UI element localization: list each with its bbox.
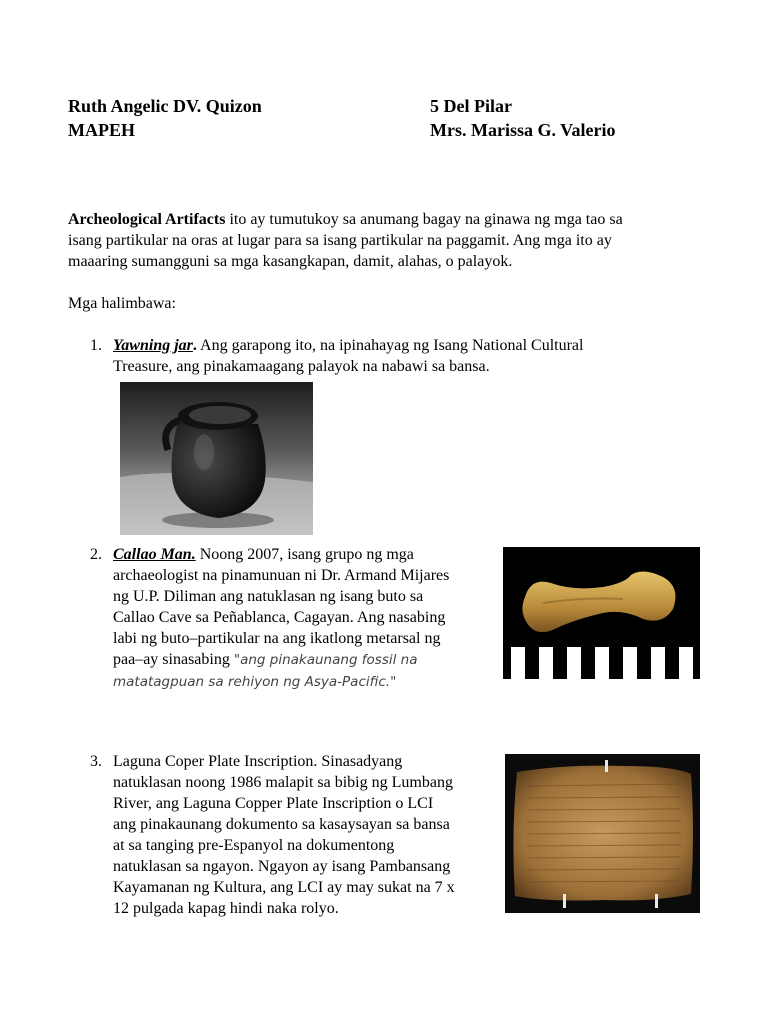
item-3-line-7: Kayamanan ng Kultura, ang LCI ay may sukat na 7 x	[113, 879, 455, 896]
laguna-copper-plate-photo	[505, 754, 700, 913]
item-1-title: Yawning jar	[113, 337, 193, 354]
intro-paragraph	[68, 209, 708, 272]
item-3-line-4: ang pinakaunang dokumento sa kasaysayan sa bansa	[113, 816, 450, 833]
class-section: 5 Del Pilar	[430, 96, 512, 116]
item-2-title: Callao Man.	[113, 546, 196, 563]
item-3-line-8: 12 pulgada kapag hindi naka rolyo.	[113, 900, 339, 917]
item-2-text	[113, 544, 493, 693]
item-3-line-1: Laguna Coper Plate Inscription. Sinasadyang	[113, 753, 403, 770]
examples-label: Mga halimbawa:	[68, 295, 176, 312]
item-2-line-1: Noong 2007, isang grupo ng mga	[195, 546, 414, 563]
item-3-line-2: natuklasan noong 1986 malapit sa bibig ng Lumbang	[113, 774, 453, 791]
intro-line-2: isang partikular na oras at lugar para sa isang partikular na paggamit. Ang mga ito ay	[68, 232, 612, 249]
intro-line-3: maaaring sumangguni sa mga kasangkapan, damit, alahas, o palayok.	[68, 253, 513, 270]
item-3-line-3: River, ang Laguna Copper Plate Inscription o LCI	[113, 795, 434, 812]
intro-term: Archeological Artifacts	[68, 211, 226, 228]
yawning-jar-photo	[120, 382, 313, 535]
item-2-quote-1: "ang pinakaunang fossil na	[233, 652, 418, 668]
item-3-number: 3.	[90, 753, 102, 770]
item-2-line-2: archaeologist na pinamunuan ni Dr. Armand Mijares	[113, 567, 450, 584]
item-2-line-6: paa–ay sinasabing	[113, 651, 234, 668]
item-3-line-5: at sa tanging pre-Espanyol na dokumentong	[113, 837, 395, 854]
item-1-line-1: Ang garapong ito, na ipinahayag ng Isang National Cultural	[196, 337, 584, 354]
item-3-text	[113, 751, 498, 919]
item-2-number: 2.	[90, 546, 102, 563]
item-2-line-3: ng U.P. Diliman ang natuklasan ng isang buto sa	[113, 588, 424, 605]
item-3-line-6: natuklasan sa ngayon. Ngayon ay isang Pambansang	[113, 858, 451, 875]
item-2-line-4: Callao Cave sa Peñablanca, Cagayan. Ang nasabing	[113, 609, 446, 626]
item-2-quote-2: matatagpuan sa rehiyon ng Asya-Pacific."	[113, 674, 397, 690]
teacher-name: Mrs. Marissa G. Valerio	[430, 120, 616, 140]
student-name: Ruth Angelic DV. Quizon	[68, 96, 262, 116]
subject: MAPEH	[68, 120, 135, 140]
item-2-line-5: labi ng buto–partikular na ang ikatlong metarsal ng	[113, 630, 441, 647]
item-1-text	[113, 335, 673, 377]
item-1-number: 1.	[90, 337, 102, 354]
item-1-title-period: .	[192, 337, 197, 354]
callao-man-bone-photo	[503, 547, 700, 679]
item-1-line-2: Treasure, ang pinakamaagang palayok na nabawi sa bansa.	[113, 358, 490, 375]
intro-line-1: ito ay tumutukoy sa anumang bagay na ginawa ng mga tao sa	[225, 211, 623, 228]
